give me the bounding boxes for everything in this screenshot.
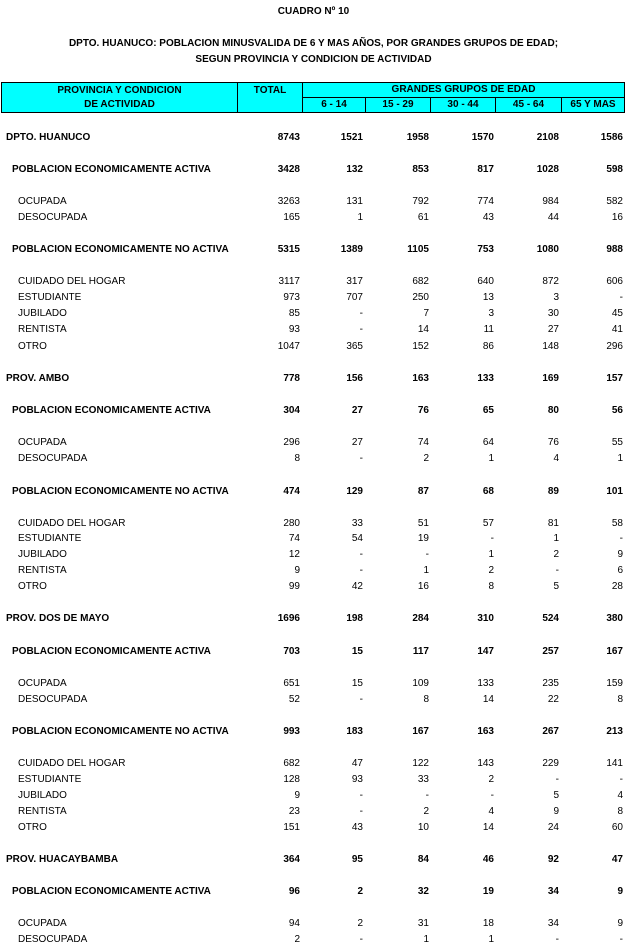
cell-total: 474 [283,486,300,497]
cell-age-15-29: 14 [417,324,429,335]
row-label: DPTO. HUANUCO [6,132,91,143]
cell-age-65-mas: 606 [606,276,623,287]
table-row [0,645,627,659]
table-row [0,885,627,899]
table-row [0,243,627,257]
cell-age-65-mas: 213 [606,726,623,737]
table-row [0,485,627,499]
cell-age-15-29: 284 [412,613,429,624]
cell-age-15-29: 76 [417,405,429,416]
cell-total: 52 [288,694,300,705]
cell-age-6-14: 93 [351,774,363,785]
cell-age-65-mas: 9 [617,549,623,560]
cell-age-65-mas: 41 [611,324,623,335]
row-label: OCUPADA [18,437,67,448]
cell-age-15-29: 109 [412,678,429,689]
cell-age-15-29: 167 [412,726,429,737]
cell-age-6-14: 27 [351,437,363,448]
cell-total: 2 [294,934,300,945]
cell-total: 296 [283,437,300,448]
cell-age-65-mas: 582 [606,196,623,207]
cell-age-65-mas: 1 [617,453,623,464]
cell-age-6-14: 1 [357,212,363,223]
cell-age-45-64: 24 [547,822,559,833]
cell-age-15-29: 250 [412,292,429,303]
cell-total: 778 [283,373,300,384]
cell-age-6-14: - [359,565,363,576]
cell-total: 8 [294,453,300,464]
cell-age-45-64: 92 [547,854,559,865]
cell-total: 94 [288,918,300,929]
cell-age-30-44: 640 [477,276,494,287]
cell-age-45-64: 235 [542,678,559,689]
cell-age-45-64: 267 [542,726,559,737]
cell-age-30-44: 1 [488,934,494,945]
cell-age-6-14: 317 [346,276,363,287]
cell-age-6-14: 95 [351,854,363,865]
cell-age-65-mas: 56 [611,405,623,416]
cell-age-45-64: 2 [553,549,559,560]
cell-age-65-mas: 101 [606,486,623,497]
table-row [0,757,627,771]
cell-age-65-mas: 4 [617,790,623,801]
row-label: JUBILADO [18,308,67,319]
cell-age-15-29: 1 [423,934,429,945]
table-row [0,452,627,466]
cell-total: 165 [283,212,300,223]
cell-age-30-44: 43 [482,212,494,223]
cell-age-45-64: 44 [547,212,559,223]
cell-age-65-mas: 28 [611,581,623,592]
table-row [0,211,627,225]
cell-age-30-44: 147 [477,646,494,657]
cell-age-45-64: - [555,934,559,945]
cell-total: 3117 [278,276,300,287]
cell-age-6-14: 156 [346,373,363,384]
cell-age-30-44: 68 [482,486,494,497]
cell-age-15-29: 10 [417,822,429,833]
cell-age-45-64: 229 [542,758,559,769]
row-label: POBLACION ECONOMICAMENTE NO ACTIVA [12,244,229,255]
cell-age-45-64: 2108 [536,132,559,143]
row-label: OCUPADA [18,918,67,929]
cell-age-65-mas: 141 [606,758,623,769]
cell-total: 12 [288,549,300,560]
cell-age-6-14: 198 [346,613,363,624]
cell-age-30-44: 3 [488,308,494,319]
cell-age-6-14: 42 [351,581,363,592]
cell-age-15-29: 682 [412,276,429,287]
table-row [0,195,627,209]
header-total: TOTAL [237,82,303,113]
cell-total: 5315 [277,244,300,255]
cell-age-30-44: 753 [477,244,494,255]
cell-age-30-44: 310 [477,613,494,624]
cell-total: 85 [288,308,300,319]
cell-total: 93 [288,324,300,335]
cell-age-15-29: 8 [423,694,429,705]
cell-age-6-14: 43 [351,822,363,833]
row-label: POBLACION ECONOMICAMENTE NO ACTIVA [12,486,229,497]
row-label: CUIDADO DEL HOGAR [18,276,126,287]
cell-age-30-44: 11 [483,324,494,335]
cell-age-30-44: 19 [482,886,494,897]
cell-age-65-mas: 1586 [600,132,623,143]
table-row [0,532,627,546]
table-title-line-2: SEGUN PROVINCIA Y CONDICION DE ACTIVIDAD [195,54,432,65]
row-label: RENTISTA [18,565,67,576]
row-label: PROV. HUACAYBAMBA [6,854,119,865]
cell-age-6-14: 54 [351,533,363,544]
cell-age-6-14: 131 [346,196,363,207]
row-label: OTRO [18,581,47,592]
cell-age-65-mas: - [619,934,623,945]
cell-age-15-29: 32 [417,886,429,897]
cell-age-65-mas: 9 [617,918,623,929]
header-age-15-29: 15 - 29 [365,97,431,113]
table-row [0,789,627,803]
cell-age-30-44: 13 [482,292,494,303]
cell-age-45-64: 34 [547,918,559,929]
cell-total: 3428 [277,164,300,175]
cell-age-6-14: 707 [346,292,363,303]
cell-age-30-44: 14 [482,822,494,833]
table-row [0,725,627,739]
cell-age-45-64: 34 [547,886,559,897]
table-row [0,821,627,835]
cell-age-45-64: 257 [542,646,559,657]
cell-age-6-14: 365 [346,341,363,352]
cell-age-30-44: 1570 [471,132,494,143]
table-number: CUADRO Nº 10 [277,6,350,17]
cell-age-15-29: 84 [417,854,429,865]
row-label: OTRO [18,341,47,352]
cell-age-45-64: 22 [547,694,559,705]
cell-total: 96 [288,886,300,897]
table-row [0,323,627,337]
table-row [0,933,627,947]
header-age-6-14: 6 - 14 [302,97,366,113]
cell-total: 9 [294,790,300,801]
cell-total: 973 [283,292,300,303]
cell-age-15-29: - [425,549,429,560]
cell-age-15-29: 51 [417,518,429,529]
cell-age-6-14: 33 [351,518,363,529]
cell-age-6-14: - [359,934,363,945]
cell-age-6-14: 15 [351,678,363,689]
cell-age-45-64: 872 [542,276,559,287]
cell-age-65-mas: 8 [617,806,623,817]
table-row [0,773,627,787]
table-row [0,131,627,145]
cell-total: 1696 [277,613,300,624]
cell-age-45-64: 169 [542,373,559,384]
cell-age-6-14: - [359,806,363,817]
cell-age-6-14: 2 [357,918,363,929]
cell-total: 99 [288,581,300,592]
row-label: DESOCUPADA [18,212,88,223]
cell-total: 703 [283,646,300,657]
cell-total: 1047 [277,341,300,352]
cell-age-30-44: 18 [482,918,494,929]
cell-total: 993 [283,726,300,737]
cell-age-45-64: 1028 [536,164,559,175]
cell-total: 651 [283,678,300,689]
row-label: PROV. AMBO [6,373,70,384]
cell-age-6-14: - [359,694,363,705]
cell-total: 682 [283,758,300,769]
table-row [0,580,627,594]
cell-age-30-44: 2 [488,774,494,785]
header-grandes-grupos: GRANDES GRUPOS DE EDAD [302,82,625,98]
cell-age-15-29: 87 [417,486,429,497]
cell-age-45-64: 89 [547,486,559,497]
cell-age-15-29: 1958 [406,132,429,143]
cell-age-65-mas: 45 [611,308,623,319]
cell-age-45-64: 1080 [536,244,559,255]
table-row [0,291,627,305]
cell-age-65-mas: 16 [611,212,623,223]
row-label: ESTUDIANTE [18,292,82,303]
cell-age-65-mas: 296 [606,341,623,352]
cell-age-65-mas: 58 [611,518,623,529]
table-row [0,853,627,867]
cell-age-65-mas: - [619,774,623,785]
cell-age-15-29: 163 [412,373,429,384]
cell-age-15-29: 19 [417,533,429,544]
cell-age-30-44: 86 [482,341,494,352]
cell-age-65-mas: 60 [611,822,623,833]
cell-age-45-64: 81 [547,518,559,529]
cell-age-30-44: 64 [482,437,494,448]
row-label: RENTISTA [18,806,67,817]
cell-age-6-14: 2 [357,886,363,897]
cell-age-6-14: 129 [346,486,363,497]
row-label: POBLACION ECONOMICAMENTE NO ACTIVA [12,726,229,737]
row-label: PROV. DOS DE MAYO [6,613,110,624]
cell-age-30-44: - [490,790,494,801]
cell-age-6-14: - [359,453,363,464]
cell-age-45-64: 148 [542,341,559,352]
table-row [0,548,627,562]
cell-age-30-44: 46 [482,854,494,865]
table-row [0,564,627,578]
cell-age-30-44: 143 [477,758,494,769]
cell-age-6-14: 15 [351,646,363,657]
cell-age-45-64: - [555,774,559,785]
row-label: POBLACION ECONOMICAMENTE ACTIVA [12,164,211,175]
cell-age-15-29: 7 [423,308,429,319]
cell-age-6-14: - [359,790,363,801]
cell-age-45-64: 5 [553,581,559,592]
cell-total: 74 [288,533,300,544]
cell-age-65-mas: 167 [606,646,623,657]
cell-age-30-44: 133 [477,678,494,689]
header-age-45-64: 45 - 64 [495,97,562,113]
row-label: CUIDADO DEL HOGAR [18,758,126,769]
cell-total: 151 [283,822,300,833]
cell-age-30-44: 65 [482,405,494,416]
cell-age-30-44: 8 [488,581,494,592]
cell-age-45-64: 4 [553,453,559,464]
cell-age-65-mas: 159 [606,678,623,689]
cell-age-6-14: 183 [346,726,363,737]
cell-total: 23 [288,806,300,817]
header-age-30-44: 30 - 44 [430,97,496,113]
row-label: OTRO [18,822,47,833]
cell-age-15-29: 122 [412,758,429,769]
cell-age-6-14: - [359,324,363,335]
cell-age-15-29: - [425,790,429,801]
cell-age-15-29: 1 [423,565,429,576]
cell-age-30-44: 14 [482,694,494,705]
table-row [0,917,627,931]
cell-total: 8743 [277,132,300,143]
table-row [0,307,627,321]
cell-age-15-29: 61 [417,212,429,223]
cell-age-30-44: - [490,533,494,544]
cell-age-6-14: 1521 [340,132,363,143]
row-label: JUBILADO [18,549,67,560]
cell-age-30-44: 774 [477,196,494,207]
row-label: OCUPADA [18,678,67,689]
row-label: DESOCUPADA [18,694,88,705]
row-label: POBLACION ECONOMICAMENTE ACTIVA [12,886,211,897]
cell-age-65-mas: 988 [606,244,623,255]
table-row [0,677,627,691]
cell-age-45-64: 27 [547,324,559,335]
cell-age-30-44: 57 [482,518,494,529]
cell-age-65-mas: - [619,533,623,544]
table-row [0,436,627,450]
cell-age-15-29: 853 [412,164,429,175]
header-age-65-mas: 65 Y MAS [561,97,625,113]
cell-age-15-29: 1105 [407,244,429,255]
cell-age-65-mas: 8 [617,694,623,705]
header-provincia-line-1: PROVINCIA Y CONDICION [57,85,182,97]
cell-age-45-64: 76 [547,437,559,448]
cell-age-45-64: 9 [553,806,559,817]
cell-total: 304 [283,405,300,416]
cell-age-15-29: 117 [412,646,429,657]
table-row [0,612,627,626]
cell-age-15-29: 2 [423,806,429,817]
cell-age-65-mas: 598 [606,164,623,175]
row-label: ESTUDIANTE [18,774,82,785]
cell-total: 3263 [277,196,300,207]
cell-age-65-mas: 6 [617,565,623,576]
row-label: POBLACION ECONOMICAMENTE ACTIVA [12,646,211,657]
cell-total: 364 [283,854,300,865]
cell-age-30-44: 4 [488,806,494,817]
table-title-line-1: DPTO. HUANUCO: POBLACION MINUSVALIDA DE 6 Y MAS AÑOS, POR GRANDES GRUPOS DE EDAD; [68,38,559,49]
cell-age-30-44: 1 [488,453,494,464]
table-row [0,163,627,177]
table-row [0,340,627,354]
row-label: DESOCUPADA [18,453,88,464]
cell-age-65-mas: 9 [617,886,623,897]
cell-age-45-64: 3 [553,292,559,303]
cell-age-15-29: 33 [417,774,429,785]
cell-total: 128 [283,774,300,785]
row-label: OCUPADA [18,196,67,207]
cell-age-45-64: 524 [542,613,559,624]
table-row [0,517,627,531]
cell-age-65-mas: - [619,292,623,303]
cell-age-45-64: 984 [542,196,559,207]
cell-age-65-mas: 157 [606,373,623,384]
cell-age-65-mas: 55 [611,437,623,448]
table-row [0,805,627,819]
cell-age-30-44: 163 [477,726,494,737]
cell-age-15-29: 152 [412,341,429,352]
cell-age-15-29: 792 [412,196,429,207]
cell-age-15-29: 2 [423,453,429,464]
cell-age-15-29: 31 [417,918,429,929]
row-label: POBLACION ECONOMICAMENTE ACTIVA [12,405,211,416]
cell-age-65-mas: 47 [611,854,623,865]
cell-total: 9 [294,565,300,576]
cell-age-45-64: 1 [553,533,559,544]
header-provincia-line-2: DE ACTIVIDAD [84,98,155,110]
cell-age-30-44: 2 [488,565,494,576]
cell-age-45-64: - [555,565,559,576]
row-label: CUIDADO DEL HOGAR [18,518,126,529]
cell-total: 280 [283,518,300,529]
table-row [0,275,627,289]
cell-age-6-14: 1389 [340,244,363,255]
cell-age-30-44: 1 [488,549,494,560]
row-label: ESTUDIANTE [18,533,82,544]
cell-age-30-44: 133 [477,373,494,384]
cell-age-15-29: 74 [417,437,429,448]
cell-age-6-14: 132 [346,164,363,175]
cell-age-6-14: - [359,308,363,319]
cell-age-6-14: 47 [351,758,363,769]
table-row [0,404,627,418]
cell-age-6-14: 27 [351,405,363,416]
cell-age-6-14: - [359,549,363,560]
row-label: JUBILADO [18,790,67,801]
cell-age-45-64: 30 [547,308,559,319]
cell-age-45-64: 80 [547,405,559,416]
table-row [0,372,627,386]
cell-age-65-mas: 380 [606,613,623,624]
table-row [0,693,627,707]
cell-age-15-29: 16 [417,581,429,592]
row-label: RENTISTA [18,324,67,335]
cell-age-45-64: 5 [553,790,559,801]
cell-age-30-44: 817 [477,164,494,175]
row-label: DESOCUPADA [18,934,88,945]
